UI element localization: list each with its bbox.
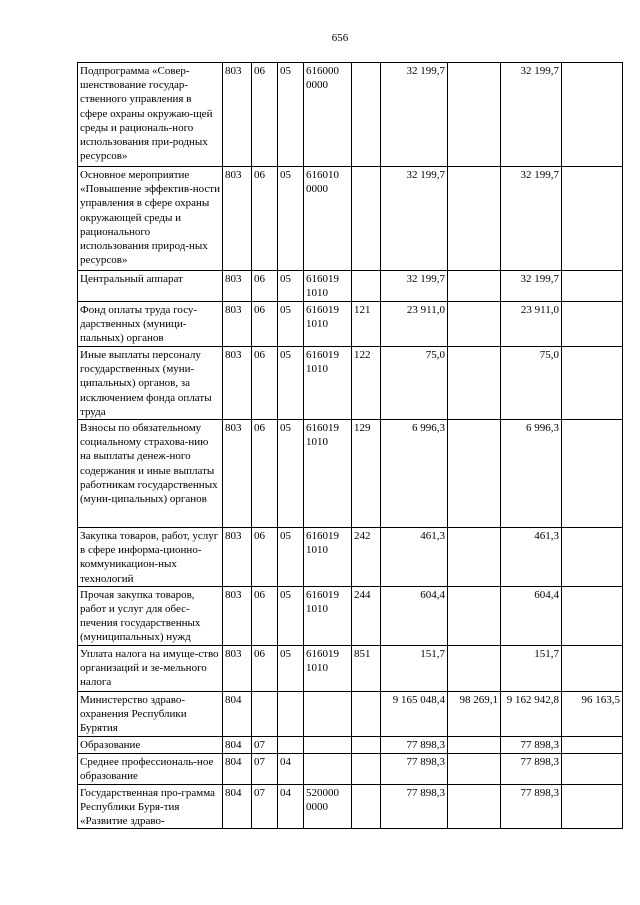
row-name: Уплата налога на имуще-ство организаций и зе-мельного налога bbox=[78, 645, 223, 691]
cell-sum1: 32 199,7 bbox=[381, 63, 448, 167]
cell-vr bbox=[352, 63, 381, 167]
cell-gr: 803 bbox=[223, 271, 252, 302]
table-row bbox=[78, 753, 623, 784]
cell-sum4 bbox=[562, 302, 623, 347]
cell-sum1: 77 898,3 bbox=[381, 753, 448, 784]
table-row bbox=[78, 63, 623, 167]
cell-csr: 616019 1010 bbox=[304, 347, 352, 420]
row-name: Государственная про-грамма Республики Буря-тия «Развитие здраво- bbox=[78, 784, 223, 829]
cell-sum3: 9 162 942,8 bbox=[501, 691, 562, 736]
cell-sum4 bbox=[562, 784, 623, 829]
cell-gr: 803 bbox=[223, 420, 252, 528]
cell-gr: 804 bbox=[223, 691, 252, 736]
table-row bbox=[78, 528, 623, 587]
cell-vr: 122 bbox=[352, 347, 381, 420]
cell-sum3: 604,4 bbox=[501, 586, 562, 645]
row-name: Фонд оплаты труда госу-дарственных (муници-пальных) органов bbox=[78, 302, 223, 347]
cell-vr: 129 bbox=[352, 420, 381, 528]
cell-gr: 803 bbox=[223, 645, 252, 691]
row-name: Министерство здраво-охранения Республики Бурятия bbox=[78, 691, 223, 736]
cell-rz: 06 bbox=[252, 586, 278, 645]
cell-rz: 06 bbox=[252, 302, 278, 347]
cell-sum4 bbox=[562, 271, 623, 302]
cell-rz: 07 bbox=[252, 736, 278, 753]
cell-csr: 616019 1010 bbox=[304, 271, 352, 302]
cell-sum3: 6 996,3 bbox=[501, 420, 562, 528]
cell-pr: 04 bbox=[278, 784, 304, 829]
table-row bbox=[78, 645, 623, 691]
cell-sum2 bbox=[448, 302, 501, 347]
row-name: Центральный аппарат bbox=[78, 271, 223, 302]
cell-vr bbox=[352, 753, 381, 784]
cell-vr: 851 bbox=[352, 645, 381, 691]
cell-sum1: 6 996,3 bbox=[381, 420, 448, 528]
row-name: Подпрограмма «Совер-шенствование государ-ственного управления в сфере охраны окружаю-щей среды и рациональ-ного использования при-родных ресурсов» bbox=[78, 63, 223, 167]
cell-sum3: 77 898,3 bbox=[501, 784, 562, 829]
cell-vr bbox=[352, 167, 381, 271]
cell-rz: 06 bbox=[252, 63, 278, 167]
cell-csr: 616019 1010 bbox=[304, 420, 352, 528]
cell-rz: 06 bbox=[252, 347, 278, 420]
cell-sum1: 77 898,3 bbox=[381, 736, 448, 753]
cell-vr: 244 bbox=[352, 586, 381, 645]
cell-sum3: 77 898,3 bbox=[501, 753, 562, 784]
cell-gr: 803 bbox=[223, 302, 252, 347]
cell-vr bbox=[352, 784, 381, 829]
cell-pr: 05 bbox=[278, 528, 304, 587]
cell-csr: 616019 1010 bbox=[304, 302, 352, 347]
cell-pr bbox=[278, 691, 304, 736]
cell-sum3: 32 199,7 bbox=[501, 271, 562, 302]
cell-pr: 05 bbox=[278, 302, 304, 347]
page-number: 656 bbox=[331, 32, 349, 44]
cell-sum4 bbox=[562, 586, 623, 645]
cell-rz: 06 bbox=[252, 645, 278, 691]
table-row bbox=[78, 586, 623, 645]
row-name: Иные выплаты персоналу государственных (муни-ципальных) органов, за исключением фонда оплаты труда bbox=[78, 347, 223, 420]
row-name: Прочая закупка товаров, работ и услуг для обес-печения государственных (муниципальных) нужд bbox=[78, 586, 223, 645]
cell-sum2 bbox=[448, 736, 501, 753]
table-row bbox=[78, 736, 623, 753]
cell-gr: 803 bbox=[223, 63, 252, 167]
cell-csr: 616019 1010 bbox=[304, 528, 352, 587]
table-row bbox=[78, 302, 623, 347]
cell-sum3: 32 199,7 bbox=[501, 167, 562, 271]
cell-pr: 05 bbox=[278, 271, 304, 302]
cell-sum4 bbox=[562, 167, 623, 271]
table-row bbox=[78, 784, 623, 829]
cell-sum2 bbox=[448, 347, 501, 420]
cell-sum2 bbox=[448, 63, 501, 167]
cell-sum1: 461,3 bbox=[381, 528, 448, 587]
cell-sum3: 77 898,3 bbox=[501, 736, 562, 753]
cell-sum3: 23 911,0 bbox=[501, 302, 562, 347]
cell-pr: 05 bbox=[278, 645, 304, 691]
cell-sum2 bbox=[448, 645, 501, 691]
cell-csr bbox=[304, 736, 352, 753]
cell-sum4: 96 163,5 bbox=[562, 691, 623, 736]
cell-rz: 06 bbox=[252, 528, 278, 587]
cell-sum1: 75,0 bbox=[381, 347, 448, 420]
cell-sum4 bbox=[562, 528, 623, 587]
cell-pr: 05 bbox=[278, 586, 304, 645]
cell-vr: 242 bbox=[352, 528, 381, 587]
cell-pr: 05 bbox=[278, 63, 304, 167]
cell-sum2 bbox=[448, 753, 501, 784]
cell-rz: 06 bbox=[252, 167, 278, 271]
cell-sum3: 75,0 bbox=[501, 347, 562, 420]
cell-sum4 bbox=[562, 645, 623, 691]
cell-sum2 bbox=[448, 528, 501, 587]
cell-vr bbox=[352, 736, 381, 753]
cell-gr: 803 bbox=[223, 347, 252, 420]
table-row bbox=[78, 167, 623, 271]
cell-sum3: 32 199,7 bbox=[501, 63, 562, 167]
cell-sum1: 604,4 bbox=[381, 586, 448, 645]
cell-sum1: 32 199,7 bbox=[381, 271, 448, 302]
cell-sum4 bbox=[562, 753, 623, 784]
cell-gr: 803 bbox=[223, 528, 252, 587]
cell-rz: 07 bbox=[252, 753, 278, 784]
cell-gr: 804 bbox=[223, 736, 252, 753]
table-row bbox=[78, 420, 623, 528]
cell-pr: 05 bbox=[278, 167, 304, 271]
cell-csr: 616010 0000 bbox=[304, 167, 352, 271]
row-name: Основное мероприятие «Повышение эффектив-ности управления в сфере охраны окружающей среды и рационального использования природ-ных ресурсов» bbox=[78, 167, 223, 271]
cell-sum1: 32 199,7 bbox=[381, 167, 448, 271]
cell-sum2 bbox=[448, 271, 501, 302]
cell-sum1: 151,7 bbox=[381, 645, 448, 691]
cell-pr: 04 bbox=[278, 753, 304, 784]
cell-pr: 05 bbox=[278, 420, 304, 528]
cell-sum4 bbox=[562, 736, 623, 753]
budget-table bbox=[77, 62, 623, 829]
row-name: Закупка товаров, работ, услуг в сфере информа-ционно-коммуникацион-ных технологий bbox=[78, 528, 223, 587]
row-name: Образование bbox=[78, 736, 223, 753]
cell-rz: 06 bbox=[252, 420, 278, 528]
cell-sum3: 461,3 bbox=[501, 528, 562, 587]
cell-pr bbox=[278, 736, 304, 753]
table-row bbox=[78, 347, 623, 420]
cell-vr bbox=[352, 691, 381, 736]
table-row bbox=[78, 271, 623, 302]
cell-csr: 616000 0000 bbox=[304, 63, 352, 167]
cell-sum1: 9 165 048,4 bbox=[381, 691, 448, 736]
cell-sum2: 98 269,1 bbox=[448, 691, 501, 736]
cell-vr bbox=[352, 271, 381, 302]
cell-csr bbox=[304, 753, 352, 784]
row-name: Взносы по обязательному социальному страхова-нию на выплаты денеж-ного содержания и иные выплаты работникам государственных (муни-ципальных) органов bbox=[78, 420, 223, 528]
cell-sum4 bbox=[562, 63, 623, 167]
cell-sum2 bbox=[448, 167, 501, 271]
cell-csr: 616019 1010 bbox=[304, 586, 352, 645]
cell-rz bbox=[252, 691, 278, 736]
cell-sum4 bbox=[562, 420, 623, 528]
cell-sum1: 23 911,0 bbox=[381, 302, 448, 347]
cell-rz: 06 bbox=[252, 271, 278, 302]
table-row bbox=[78, 691, 623, 736]
cell-sum2 bbox=[448, 420, 501, 528]
cell-sum2 bbox=[448, 586, 501, 645]
cell-rz: 07 bbox=[252, 784, 278, 829]
cell-csr bbox=[304, 691, 352, 736]
cell-pr: 05 bbox=[278, 347, 304, 420]
cell-csr: 616019 1010 bbox=[304, 645, 352, 691]
cell-gr: 804 bbox=[223, 784, 252, 829]
cell-sum1: 77 898,3 bbox=[381, 784, 448, 829]
cell-sum4 bbox=[562, 347, 623, 420]
row-name: Среднее профессиональ-ное образование bbox=[78, 753, 223, 784]
cell-gr: 803 bbox=[223, 167, 252, 271]
cell-gr: 804 bbox=[223, 753, 252, 784]
cell-vr: 121 bbox=[352, 302, 381, 347]
cell-gr: 803 bbox=[223, 586, 252, 645]
cell-sum3: 151,7 bbox=[501, 645, 562, 691]
cell-csr: 520000 0000 bbox=[304, 784, 352, 829]
cell-sum2 bbox=[448, 784, 501, 829]
